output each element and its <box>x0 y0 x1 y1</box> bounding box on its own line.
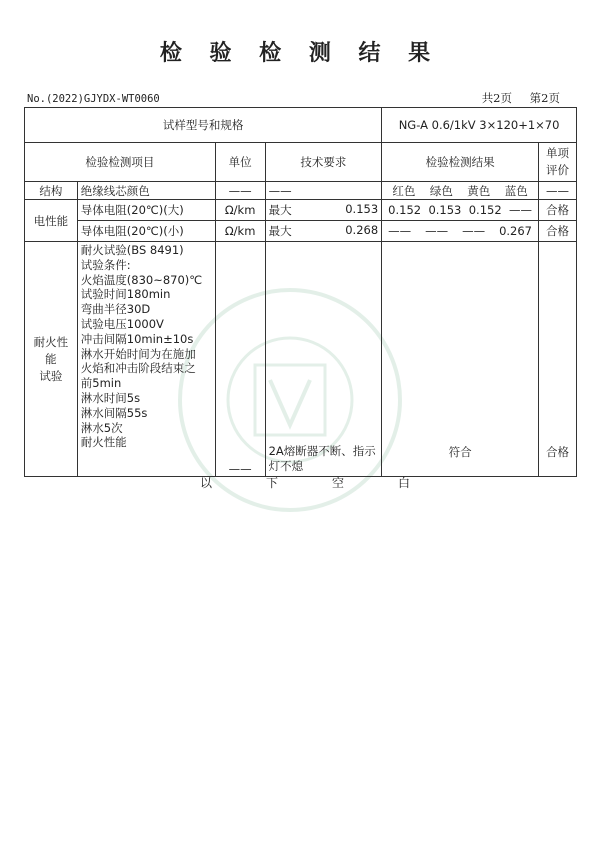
total-pages: 共2页 <box>481 91 513 105</box>
color-red: 红色 <box>392 183 416 198</box>
category-structure: 结构 <box>25 182 78 200</box>
resistance-row-large <box>25 200 577 221</box>
resistance-row-small <box>25 221 577 242</box>
unit-cell: Ω/km <box>215 221 265 242</box>
structure-row <box>25 182 577 200</box>
result-values <box>382 200 539 221</box>
result-value: 0.267 <box>499 224 532 238</box>
result-colors <box>382 182 539 200</box>
fire-line: 淋水开始时间为在施加 <box>80 346 196 361</box>
requirement-cell: 2A熔断器不断、指示灯不熄 <box>265 242 382 477</box>
color-green: 绿色 <box>429 183 453 198</box>
req-label: 最大 <box>268 203 292 217</box>
col-evaluation-header: 单项 评价 <box>539 143 577 182</box>
result-value: —— <box>388 224 412 238</box>
evaluation-cell: 合格 <box>539 242 577 477</box>
page-number: 第2页 <box>529 91 560 105</box>
item-resistance-small: 导体电阻(20℃)(小) <box>77 221 215 242</box>
fire-line: 耐火试验(BS 8491) <box>80 243 184 257</box>
fire-line: 耐火性能 <box>80 435 127 450</box>
unit-cell: —— <box>215 182 265 200</box>
result-value: —— <box>425 224 449 238</box>
fire-line: 淋水间隔55s <box>80 405 148 420</box>
item-resistance-large: 导体电阻(20℃)(大) <box>77 200 215 221</box>
blank-char: 以 <box>200 476 213 490</box>
blank-char: 白 <box>397 476 410 490</box>
result-cell: 符合 <box>382 242 539 477</box>
col-requirement-header: 技术要求 <box>265 143 382 182</box>
results-table <box>24 107 577 477</box>
result-value: 0.152 <box>388 203 422 217</box>
col-result-header: 检验检测结果 <box>382 143 539 182</box>
fire-line: 冲击间隔10min±10s <box>80 331 194 346</box>
fire-line: 火焰和冲击阶段结束之 <box>80 361 196 376</box>
fire-line: 前5min <box>80 376 122 391</box>
color-blue: 蓝色 <box>504 183 528 198</box>
fire-line: 淋水5次 <box>80 420 123 435</box>
blank-char: 下 <box>265 476 278 490</box>
spec-row <box>25 108 577 143</box>
document-number: No.(2022)GJYDX-WT0060 <box>27 93 160 105</box>
category-fire: 耐火性能 试验 <box>25 242 78 477</box>
result-value: —— <box>462 224 486 238</box>
evaluation-cell: —— <box>539 182 577 200</box>
result-values <box>382 221 539 242</box>
color-yellow: 黄色 <box>467 183 491 198</box>
item-insulation-color: 绝缘线芯颜色 <box>77 182 215 200</box>
page-indicator <box>468 90 560 106</box>
evaluation-cell: 合格 <box>539 200 577 221</box>
fire-line: 试验时间180min <box>80 287 171 302</box>
result-value: 0.153 <box>428 203 462 217</box>
fire-test-row <box>25 242 577 477</box>
req-value: 0.153 <box>345 202 379 216</box>
category-electrical: 电性能 <box>25 200 78 242</box>
req-value: 0.268 <box>345 223 379 237</box>
unit-cell: —— <box>215 242 265 477</box>
spec-label: 试样型号和规格 <box>25 108 382 143</box>
col-item-header: 检验检测项目 <box>25 143 216 182</box>
result-value: 0.152 <box>468 203 502 217</box>
fire-test-conditions <box>77 242 215 477</box>
fire-line: 火焰温度(830~870)℃ <box>80 272 203 287</box>
evaluation-cell: 合格 <box>539 221 577 242</box>
col-unit-header: 单位 <box>215 143 265 182</box>
requirement-cell <box>265 221 382 242</box>
fire-line: 弯曲半径30D <box>80 302 151 317</box>
blank-char: 空 <box>331 476 344 490</box>
fire-line: 试验条件: <box>80 257 131 272</box>
spec-value: NG-A 0.6/1kV 3×120+1×70 <box>382 108 577 143</box>
fire-line: 淋水时间5s <box>80 390 141 405</box>
fire-line: 试验电压1000V <box>80 316 164 331</box>
result-value: —— <box>509 203 532 217</box>
requirement-cell <box>265 200 382 221</box>
unit-cell: Ω/km <box>215 200 265 221</box>
page-title: 检 验 检 测 结 果 <box>159 41 441 66</box>
req-label: 最大 <box>268 224 292 238</box>
end-of-content-marker <box>200 474 410 491</box>
requirement-cell: —— <box>265 182 382 200</box>
header-row <box>25 143 577 182</box>
